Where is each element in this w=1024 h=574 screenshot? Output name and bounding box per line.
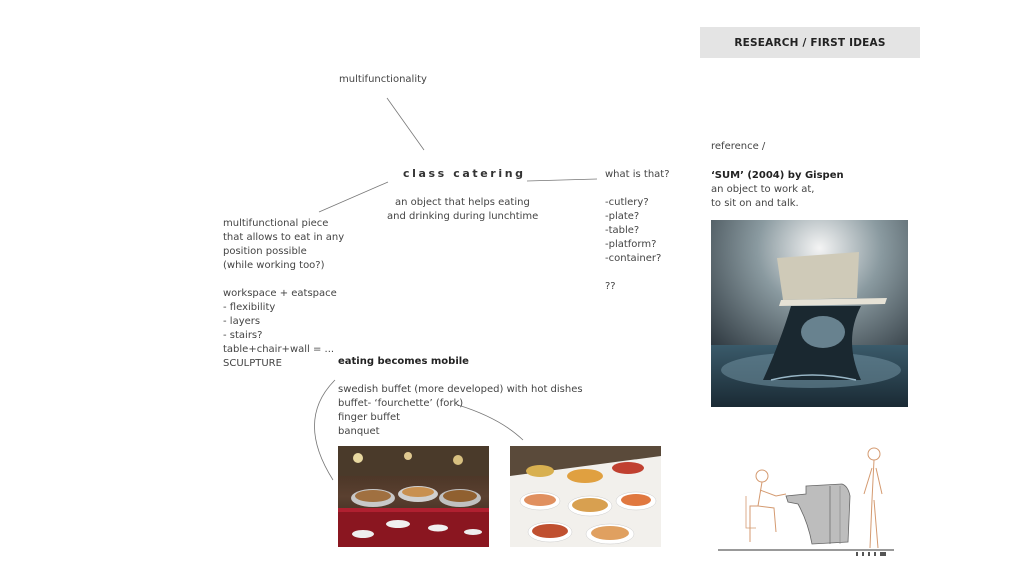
reference-line2: to sit on and talk. (711, 198, 799, 209)
buffet-hot-dishes-photo (338, 446, 489, 547)
mobile-item: swedish buffet (more developed) with hot dishes (338, 384, 583, 395)
section-header (700, 27, 920, 58)
concept-title: class catering (403, 167, 526, 180)
multifunctionality-label: multifunctionality (339, 74, 427, 85)
question-list (605, 168, 670, 294)
note-line: - layers (223, 316, 261, 327)
reference-line1: an object to work at, (711, 184, 815, 195)
connector-mobile-curve (314, 380, 335, 480)
concept-description-line1: an object that helps eating (395, 197, 530, 208)
mobile-item: banquet (338, 426, 380, 437)
concept-description-line2: and drinking during lunchtime (387, 211, 539, 222)
question-item: -plate? (605, 211, 640, 222)
human-scale-sketch (716, 442, 896, 560)
connector-left-notes (319, 182, 388, 212)
left-notes (223, 217, 344, 371)
note-line: multifunctional piece (223, 218, 329, 229)
question-item: -table? (605, 225, 640, 236)
sum-sculpture-photo (711, 220, 908, 407)
note-line: (while working too?) (223, 260, 325, 271)
note-line: SCULPTURE (223, 358, 282, 369)
mobile-heading: eating becomes mobile (338, 356, 469, 367)
note-line: table+chair+wall = ... (223, 344, 335, 355)
question-item: -cutlery? (605, 197, 649, 208)
reference-title: ‘SUM’ (2004) by Gispen (711, 170, 844, 181)
question-item: -container? (605, 253, 662, 264)
note-line: workspace + eatspace (223, 288, 337, 299)
finger-buffet-photo (510, 446, 661, 547)
connector-multifunctionality (387, 98, 424, 150)
connector-question (527, 179, 597, 181)
reference-label: reference / (711, 141, 766, 152)
note-line: - flexibility (223, 302, 276, 313)
mobile-item: finger buffet (338, 412, 401, 423)
mobile-item: buffet- ‘fourchette’ (fork) (338, 398, 464, 409)
note-line (223, 273, 344, 287)
question-item: -platform? (605, 239, 657, 250)
question-item: ?? (605, 281, 616, 292)
note-line: that allows to eat in any (223, 232, 345, 243)
section-header-title: RESEARCH / FIRST IDEAS (734, 36, 886, 49)
question-item (605, 266, 670, 280)
question-title: what is that? (605, 169, 670, 180)
note-line: - stairs? (223, 330, 263, 341)
note-line: position possible (223, 246, 307, 257)
mobile-list (338, 383, 583, 439)
